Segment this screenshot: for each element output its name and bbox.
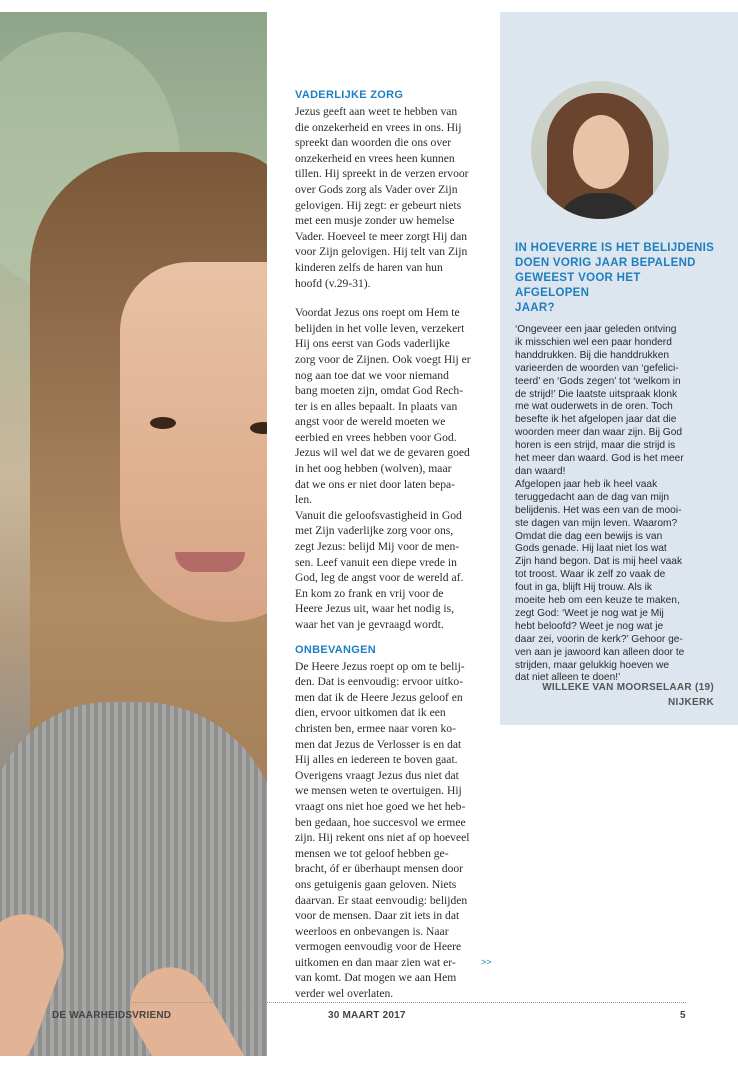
footer-divider: [52, 1002, 686, 1003]
portrait-face: [573, 115, 629, 189]
sidebar-place: NIJKERK: [668, 697, 714, 708]
paragraph-onbevangen: De Heere Jezus roept op om te belij- den. Dat is eenvoudig: ervoor uitko- men dat ik de Heere Jezus geloof en dien, ervoor uitkomen dat ik een christen ben, ermee naar voren ko- men dat Jezus de Verlosser is en dat Hij alles en iedereen te boven gaat. Overigens vraagt Jezus dus niet dat we mensen weten te overtuigen. Hij vraagt ons niet hoe goed we het heb- ben gedaan, hoe succesvol we ermee zijn. Hij rekent ons niet af op hoeveel mensen we tot geloof hebben ge- bracht, óf er überhaupt mensen door ons getuigenis gaan geloven. Niets daarvan. Er staat eenvoudig: belijden voor de mensen. Daar zit iets in dat weerloos en onbevangen is. Naar vermogen eenvoudig voor de Heere uitkomen en dan maar zien wat er- van komt. Dat mogen we aan Hem verder wel overlaten.: [295, 659, 470, 1001]
footer-page-number: 5: [680, 1010, 686, 1021]
sidebar-question: IN HOEVERRE IS HET BELIJDENIS DOEN VORIG JAAR BEPALEND GEWEEST VOOR HET AFGELOPEN JAAR?: [515, 242, 715, 314]
portrait-photo: [531, 81, 669, 219]
sidebar-answer: ‘Ongeveer een jaar geleden ontving ik misschien wel een paar honderd handdrukken. Bij die handdrukken varieerden de woorden van ‘gefelici- teerd’ en ‘Gods zegen’ tot ‘welkom in de strijd!’ Die laatste uitspraak klonk me wat ouderwets in de oren. Toch besefte ik het afgelopen jaar dat die woorden meer dan waar zijn. Bij God horen is een strijd, maar die strijd is het meer dan waard. God is het meer dan waard! Afgelopen jaar heb ik heel vaak teruggedacht aan de dag van mijn belijdenis. Het was een van de mooi- ste dagen van mijn leven. Waarom? Omdat die dag een bewijs is van Gods genade. Hij laat niet los wat Zijn hand begon. Dat is mij heel vaak tot troost. Waar ik zelf zo vaak de fout in ga, blijft Hij trouw. Als ik moeite heb om een keuze te maken, zegt God: ‘Weet je nog wat je Mij hebt beloofd? Weet je nog wat je daar zei, voorin de kerk?’ Gehoor ge- ven aan je jawoord kan alleen door te strijden, maar gelukkig hoeven we dat niet alleen te doen!’: [515, 324, 685, 684]
section-heading-onbevangen: ONBEVANGEN: [295, 643, 377, 656]
sidebar-attribution: [542, 680, 714, 710]
paragraph-vaderlijke-zorg-2: Voordat Jezus ons roept om Hem te belijden in het volle leven, verzekert Hij ons eerst van Gods vaderlijke zorg voor de Zijnen. Ook voegt Hij er nog aan toe dat we voor niemand bang moeten zijn, omdat God Rech- ter is en alles bepaalt. In plaats van angst voor de wereld moeten we eerbied en vrees hebben voor God. Jezus wil wel dat we de gevaren goed in het oog hebben (wolven), maar dat we ons er niet door laten bepa- len. Vanuit die geloofsvastigheid in God met Zijn vaderlijke zorg voor ons, zegt Jezus: belijd Mij voor de men- sen. Leef vanuit een diepe vrede in God, leg de angst voor de wereld af. En kom zo frank en vrij voor de Heere Jezus uit, waar het nodig is, waar het van je gevraagd wordt.: [295, 306, 471, 631]
footer-date: 30 MAART 2017: [328, 1010, 406, 1021]
photo-eye-left: [150, 417, 176, 429]
testimony-sidebar: [500, 12, 738, 725]
section-heading-vaderlijke-zorg: VADERLIJKE ZORG: [295, 89, 404, 101]
photo-mouth: [175, 552, 245, 572]
continue-marker: >>: [481, 957, 492, 967]
sidebar-name: WILLEKE VAN MOORSELAAR (19): [542, 682, 714, 693]
paragraph-vaderlijke-zorg-1: Jezus geeft aan weet te hebben van die onzekerheid en vrees in ons. Hij spreekt dan woorden die ons over onzekerheid en vrees heen kunnen tillen. Hij spreekt in de verzen ervoor over Gods zorg als Vader over Zijn gelovigen. Hij zegt: er gebeurt niets met een musje zonder uw hemelse Vader. Hoeveel te meer zorgt Hij dan voor Zijn gelovigen. Hij telt van Zijn kinderen zelfs de haren van hun hoofd (v.29-31).: [295, 105, 469, 290]
hero-photo: [0, 12, 267, 1056]
article-column: [295, 88, 491, 1002]
footer-publication: DE WAARHEIDSVRIEND: [52, 1010, 172, 1021]
